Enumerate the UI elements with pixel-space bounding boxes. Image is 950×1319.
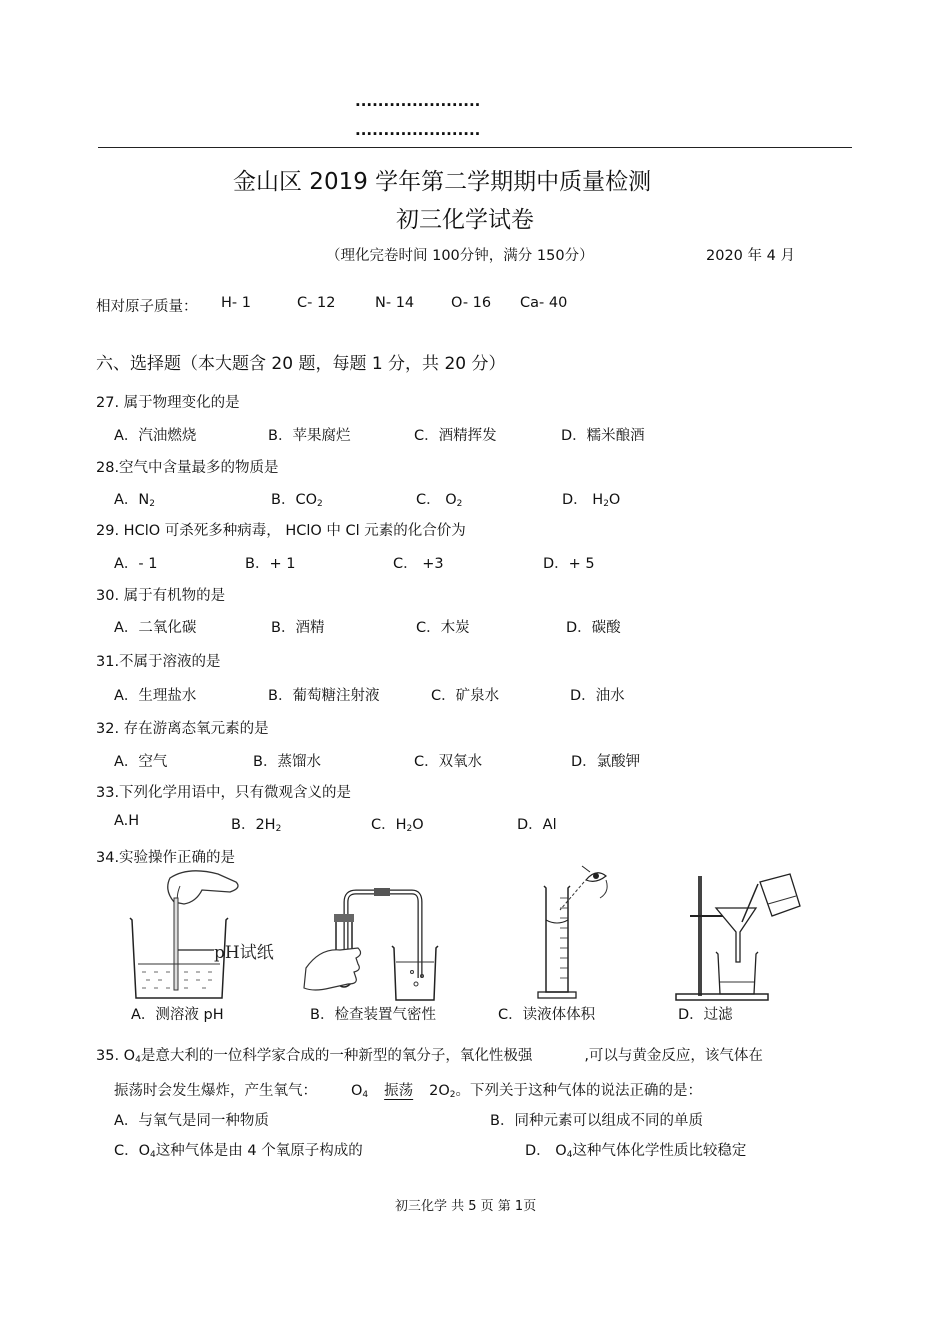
beaker-icon: [392, 946, 438, 1000]
page-footer: 初三化学 共 5 页 第 1页: [395, 1199, 537, 1214]
q34-option-a: A．测溶液 pH: [131, 1007, 224, 1023]
q28-option-b: B．$CO_2$: [271, 492, 323, 509]
q31-stem: 31.不属于溶液的是: [96, 654, 221, 670]
page-subtitle: 初三化学试卷: [396, 207, 534, 233]
header-dots-2: ......................: [355, 121, 481, 139]
iron-stand-icon: [698, 876, 702, 996]
q28-option-d: D． $H_2O$: [562, 492, 621, 509]
atomic-mass-label: 相对原子质量：: [96, 299, 198, 315]
q30-option-c: C．木炭: [416, 620, 470, 636]
q32-option-c: C．双氧水: [414, 754, 483, 770]
q29-option-d: D．+ 5: [543, 556, 595, 572]
q31-option-a: A．生理盐水: [114, 688, 197, 704]
q33-option-d: D．Al: [517, 817, 557, 833]
funnel-icon: [716, 908, 756, 962]
q34-option-d: D．过滤: [678, 1007, 733, 1023]
airtightness-figure: [300, 888, 450, 1003]
q27-option-b: B．苹果腐烂: [268, 428, 351, 444]
q35-line-2: 振荡时会发生爆炸，产生氧气： $O_4$ 振荡 $2O_2$。下列关于这种气体的说法正确的是：: [114, 1079, 702, 1100]
ph-test-figure: [118, 868, 288, 1004]
q29-option-c: C． +3: [393, 556, 444, 572]
shake-condition: 振荡: [384, 1083, 414, 1099]
q33-option-b: B．$2H_2$: [231, 817, 282, 834]
atomic-mass-n: N- 14: [375, 295, 415, 311]
q35-option-b: B．同种元素可以组成不同的单质: [490, 1113, 703, 1129]
exam-date: 2020 年 4 月: [706, 248, 795, 264]
graduated-cylinder-figure: [530, 858, 630, 1004]
q30-option-a: A．二氧化碳: [114, 620, 197, 636]
q32-option-a: A．空气: [114, 754, 168, 770]
ph-paper-label: pH试纸: [214, 943, 274, 963]
page-title: 金山区 2019 学年第二学期期中质量检测: [233, 169, 652, 195]
q28-option-c: C． $O_2$: [416, 492, 463, 509]
atomic-mass-c: C- 12: [297, 295, 336, 311]
section-heading: 六、选择题（本大题含 20 题，每题 1 分，共 20 分）: [96, 354, 506, 374]
q29-option-b: B．+ 1: [245, 556, 296, 572]
q29-stem: 29. HClO 可杀死多种病毒， HClO 中 Cl 元素的化合价为: [96, 523, 466, 539]
filtration-figure: [668, 870, 808, 1004]
q33-option-c: C．$H_2O$: [371, 817, 424, 834]
pouring-beaker-icon: [760, 874, 800, 916]
rubber-tube-icon: [374, 888, 390, 896]
q30-stem: 30. 属于有机物的是: [96, 588, 226, 604]
q27-stem: 27. 属于物理变化的是: [96, 395, 240, 411]
q34-stem: 34.实验操作正确的是: [96, 850, 236, 866]
q30-option-d: D．碳酸: [566, 620, 621, 636]
q32-option-b: B．蒸馏水: [253, 754, 321, 770]
q34-option-c: C．读液体体积: [498, 1007, 596, 1023]
atomic-mass-o: O- 16: [451, 295, 492, 311]
q28-option-a: A．$N_2$: [114, 492, 156, 509]
q29-option-a: A．- 1: [114, 556, 158, 572]
q27-option-c: C．酒精挥发: [414, 428, 497, 444]
cylinder-icon: [544, 886, 570, 992]
q34-option-b: B．检查装置气密性: [310, 1007, 436, 1023]
q31-option-c: C．矿泉水: [431, 688, 500, 704]
q32-stem: 32. 存在游离态氧元素的是: [96, 721, 269, 737]
q33-option-a: A.H: [114, 813, 140, 829]
q27-option-a: A．汽油燃烧: [114, 428, 197, 444]
exam-info: （理化完卷时间 100分钟，满分 150分）: [326, 248, 594, 264]
q32-option-d: D．氯酸钾: [571, 754, 641, 770]
q35-option-c: C．$O_4$这种气体是由 4 个氧原子构成的: [114, 1143, 363, 1160]
q31-option-d: D．油水: [570, 688, 625, 704]
q33-stem: 33.下列化学用语中，只有微观含义的是: [96, 785, 352, 801]
q35-line-1: 35. $O_4$是意大利的一位科学家合成的一种新型的氧分子，氧化性极强 ,可以与黄金反应，该气体在: [96, 1048, 763, 1065]
hand-icon: [304, 948, 361, 990]
q28-stem: 28.空气中含量最多的物质是: [96, 460, 279, 476]
q31-option-b: B．葡萄糖注射液: [268, 688, 380, 704]
q27-option-d: D．糯米酿酒: [561, 428, 645, 444]
glass-rod-icon: [174, 898, 178, 990]
header-dots-1: ......................: [355, 92, 481, 110]
atomic-mass-ca: Ca- 40: [520, 295, 568, 311]
header-rule: [98, 147, 852, 148]
q35-option-a: A．与氧气是同一种物质: [114, 1113, 269, 1129]
q35-option-d: D． $O_4$这种气体化学性质比较稳定: [525, 1143, 747, 1160]
q30-option-b: B．酒精: [271, 620, 325, 636]
atomic-mass-h: H- 1: [221, 295, 251, 311]
